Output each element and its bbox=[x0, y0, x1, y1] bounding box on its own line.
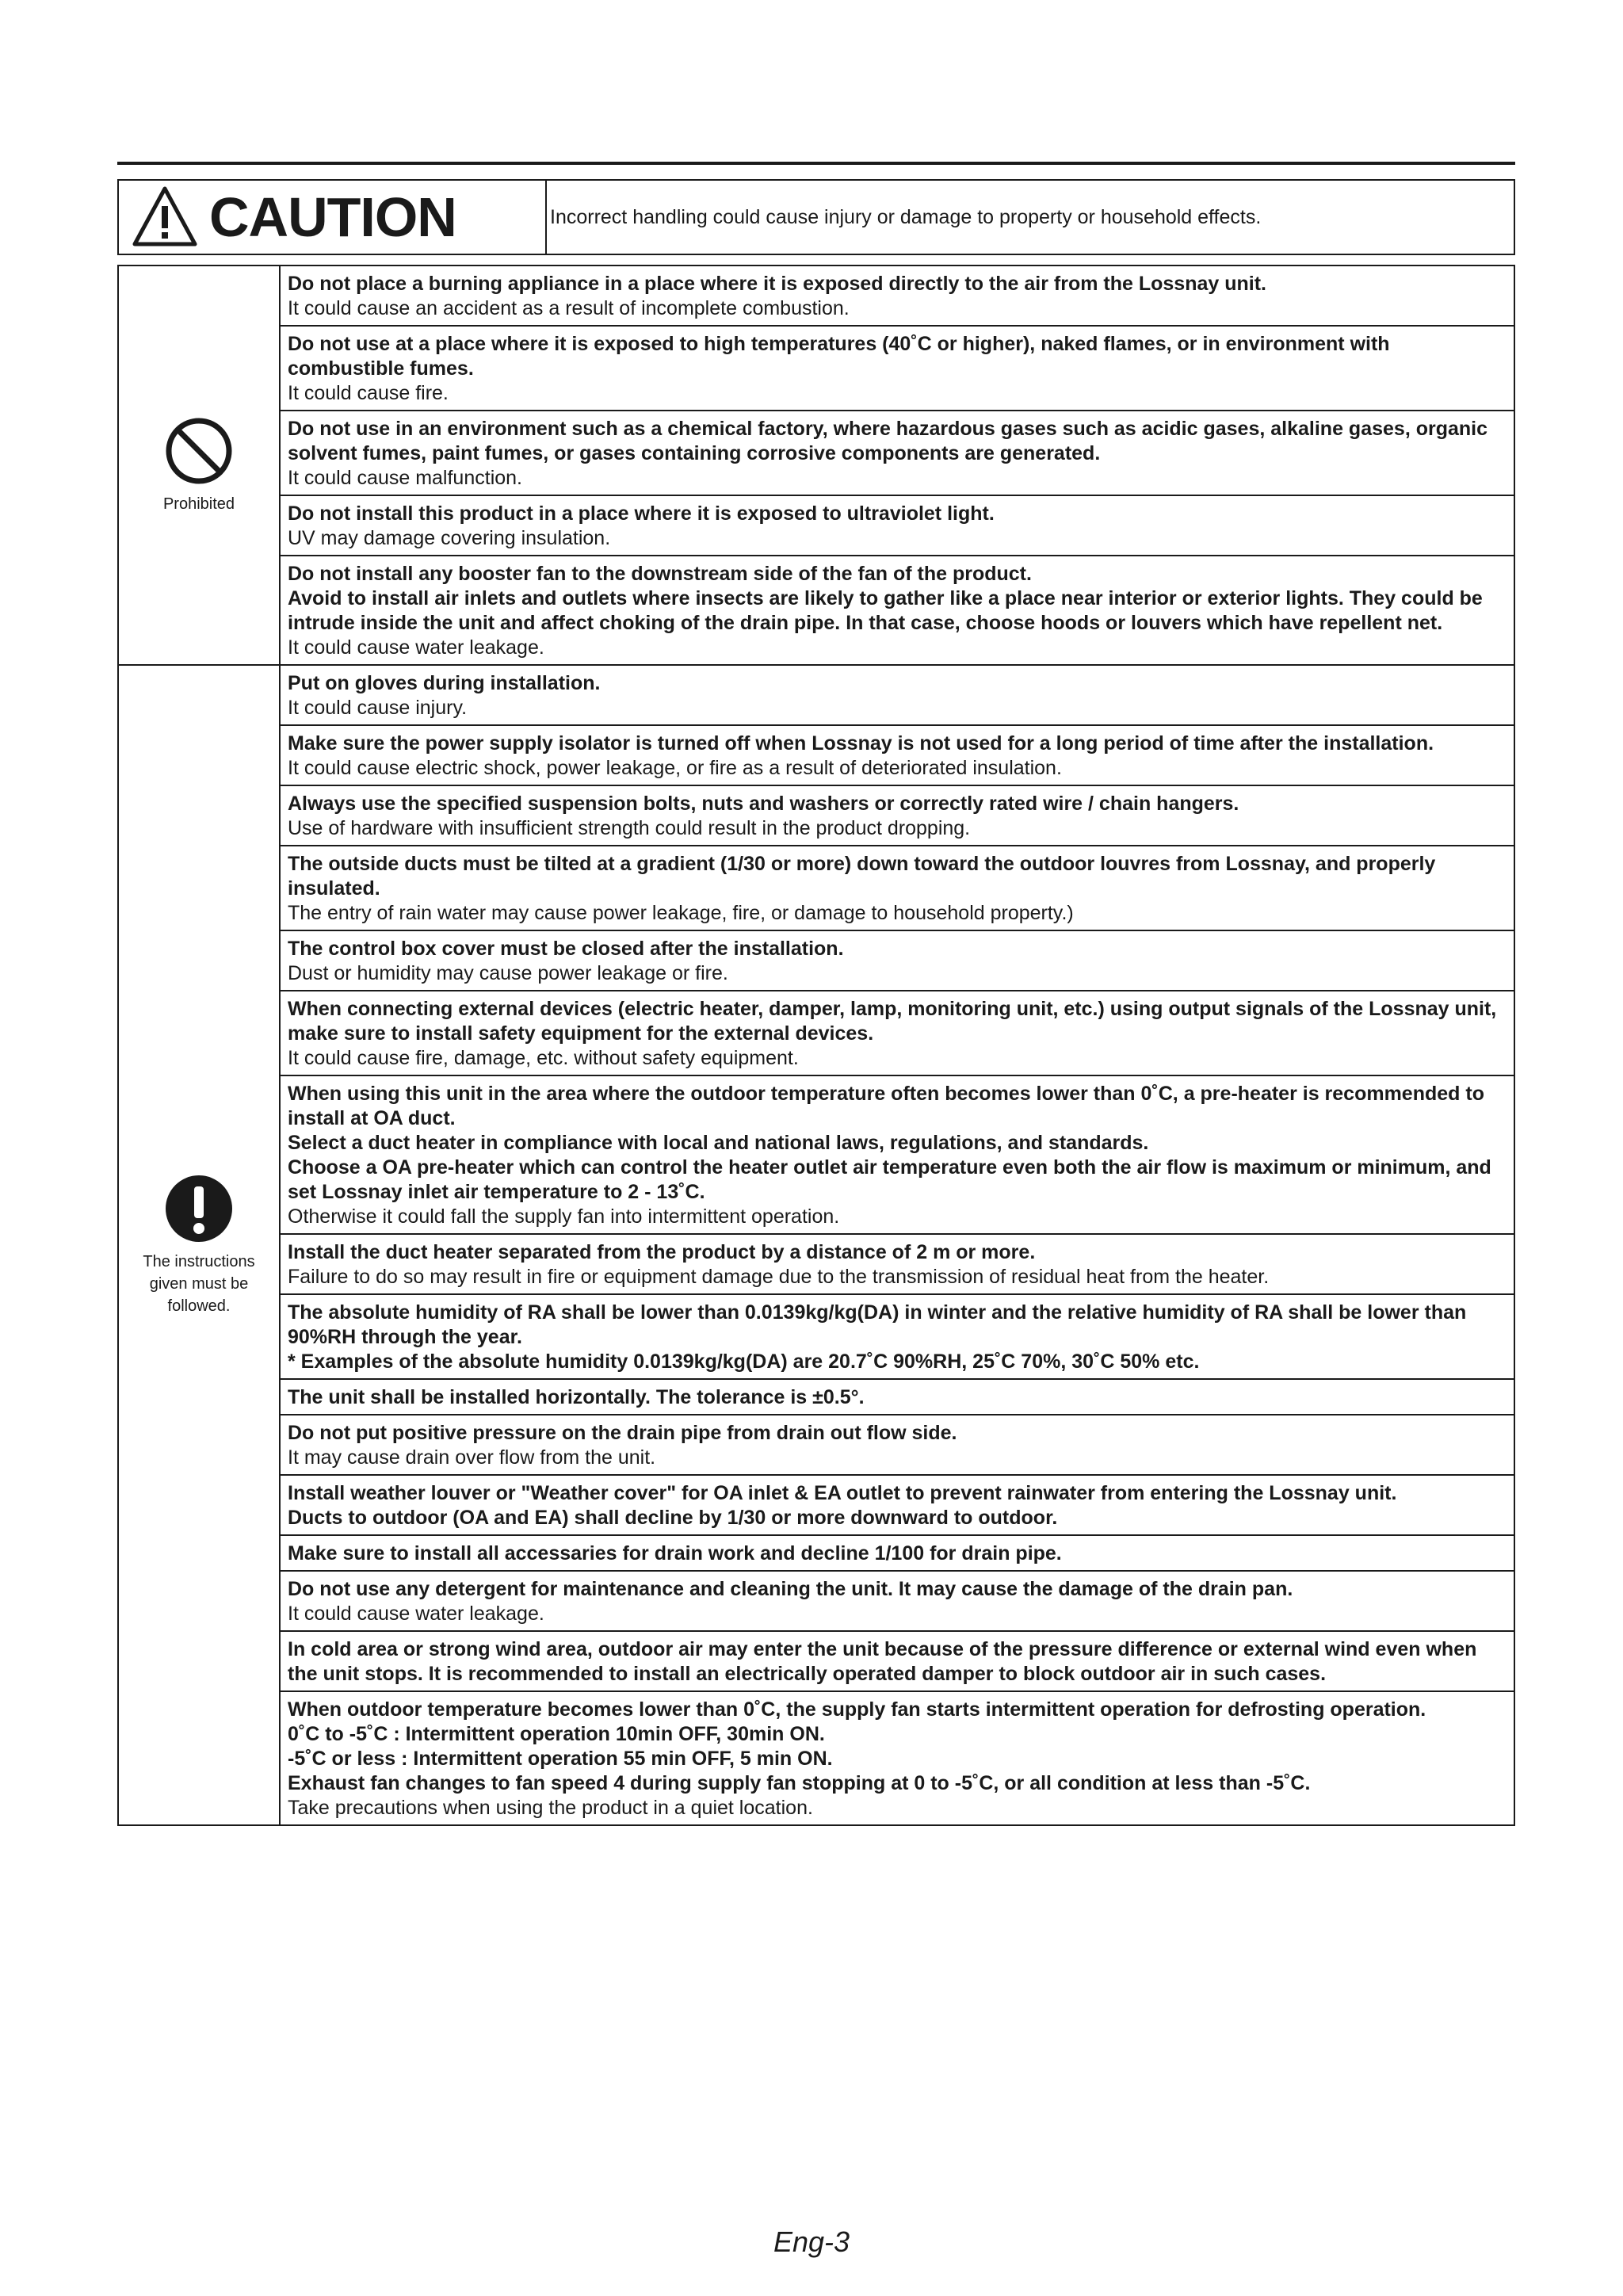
table-row bbox=[118, 991, 1514, 1075]
item-instruction: The absolute humidity of RA shall be lower than 0.0139kg/kg(DA) in winter and the relative humidity of RA shall be lower than 90%RH through the year. bbox=[288, 1301, 1467, 1348]
item-consequence: It could cause malfunction. bbox=[288, 467, 522, 489]
item-consequence: Use of hardware with insufficient strength could result in the product dropping. bbox=[288, 817, 971, 839]
item-instruction: Put on gloves during installation. bbox=[288, 672, 601, 694]
caution-item bbox=[280, 1571, 1514, 1631]
item-instruction: When outdoor temperature becomes lower than 0˚C, the supply fan starts intermittent operation for defrosting operation. bbox=[288, 1698, 1426, 1721]
table-row bbox=[118, 1075, 1514, 1234]
table-row bbox=[118, 1379, 1514, 1415]
table-row bbox=[118, 1475, 1514, 1535]
item-instruction: Install the duct heater separated from the product by a distance of 2 m or more. bbox=[288, 1241, 1036, 1263]
table-row bbox=[118, 266, 1514, 326]
item-instruction: Ducts to outdoor (OA and EA) shall decline by 1/30 or more downward to outdoor. bbox=[288, 1507, 1058, 1529]
table-row bbox=[118, 495, 1514, 556]
table-row bbox=[118, 556, 1514, 665]
caution-title-cell bbox=[119, 181, 547, 254]
top-rule bbox=[117, 162, 1515, 165]
item-instruction: The control box cover must be closed after the installation. bbox=[288, 938, 844, 960]
item-instruction: Avoid to install air inlets and outlets where insects are likely to gather like a place near interior or exterior lights. They could be intrude inside the unit and affect choking of the drain pipe. In that case, choose hoods or louvers which have repellent net. bbox=[288, 587, 1483, 634]
table-row bbox=[118, 1294, 1514, 1379]
caution-item bbox=[280, 411, 1514, 495]
item-instruction: Do not install any booster fan to the downstream side of the fan of the product. bbox=[288, 563, 1032, 585]
caution-item bbox=[280, 1075, 1514, 1234]
table-row bbox=[118, 1571, 1514, 1631]
table-row bbox=[118, 1234, 1514, 1294]
item-instruction: When using this unit in the area where the outdoor temperature often becomes lower than 0˚C, a pre-heater is recommended to install at OA duct. bbox=[288, 1083, 1484, 1129]
table-row bbox=[118, 1691, 1514, 1825]
exclamation-icon bbox=[163, 1173, 235, 1244]
item-consequence: It may cause drain over flow from the unit. bbox=[288, 1446, 656, 1469]
caution-item bbox=[280, 326, 1514, 411]
item-instruction: Install weather louver or "Weather cover" for OA inlet & EA outlet to prevent rainwater from entering the Lossnay unit. bbox=[288, 1482, 1397, 1504]
item-instruction: Do not use any detergent for maintenance and cleaning the unit. It may cause the damage of the drain pan. bbox=[288, 1578, 1293, 1600]
item-consequence: Failure to do so may result in fire or equipment damage due to the transmission of residual heat from the heater. bbox=[288, 1266, 1270, 1288]
caution-item bbox=[280, 266, 1514, 326]
instructions-icon-cell bbox=[118, 665, 280, 1825]
item-instruction: Do not use at a place where it is exposed to high temperatures (40˚C or higher), naked flames, or in environment with combustible fumes. bbox=[288, 333, 1390, 380]
table-row bbox=[118, 1415, 1514, 1475]
caution-header bbox=[117, 179, 1515, 255]
item-instruction: The unit shall be installed horizontally. The tolerance is ±0.5°. bbox=[288, 1386, 865, 1408]
item-consequence: It could cause water leakage. bbox=[288, 636, 544, 659]
caution-item bbox=[280, 1535, 1514, 1571]
table-row bbox=[118, 785, 1514, 846]
item-instruction: In cold area or strong wind area, outdoor air may enter the unit because of the pressure difference or external wind even when the unit stops. It is recommended to install an electrically operated damper to block outdoor air in such cases. bbox=[288, 1638, 1477, 1685]
item-consequence: Take precautions when using the product in a quiet location. bbox=[288, 1797, 813, 1819]
item-consequence: It could cause water leakage. bbox=[288, 1603, 544, 1625]
table-row bbox=[118, 846, 1514, 930]
caution-item bbox=[280, 846, 1514, 930]
item-instruction: Choose a OA pre-heater which can control the heater outlet air temperature even both the air flow is maximum or minimum, and set Lossnay inlet air temperature to 2 - 13˚C. bbox=[288, 1156, 1491, 1203]
item-instruction: -5˚C or less : Intermittent operation 55 min OFF, 5 min ON. bbox=[288, 1748, 833, 1770]
item-instruction: Make sure the power supply isolator is turned off when Lossnay is not used for a long period of time after the installation. bbox=[288, 732, 1434, 755]
item-instruction: 0˚C to -5˚C : Intermittent operation 10min OFF, 30min ON. bbox=[288, 1723, 825, 1745]
item-instruction: * Examples of the absolute humidity 0.0139kg/kg(DA) are 20.7˚C 90%RH, 25˚C 70%, 30˚C 50% etc. bbox=[288, 1350, 1200, 1373]
caution-item bbox=[280, 1475, 1514, 1535]
item-instruction: Do not install this product in a place where it is exposed to ultraviolet light. bbox=[288, 502, 995, 525]
item-instruction: Do not place a burning appliance in a place where it is exposed directly to the air from the Lossnay unit. bbox=[288, 273, 1266, 295]
caution-item bbox=[280, 991, 1514, 1075]
item-consequence: It could cause an accident as a result of incomplete combustion. bbox=[288, 297, 850, 319]
caution-description: Incorrect handling could cause injury or damage to property or household effects. bbox=[550, 205, 1262, 228]
caution-item bbox=[280, 1234, 1514, 1294]
item-consequence: UV may damage covering insulation. bbox=[288, 527, 611, 549]
caution-item bbox=[280, 725, 1514, 785]
item-instruction: Do not put positive pressure on the drain pipe from drain out flow side. bbox=[288, 1422, 957, 1444]
caution-item bbox=[280, 785, 1514, 846]
caution-item bbox=[280, 1379, 1514, 1415]
item-instruction: Exhaust fan changes to fan speed 4 during supply fan stopping at 0 to -5˚C, or all condition at less than -5˚C. bbox=[288, 1772, 1311, 1794]
item-consequence: Otherwise it could fall the supply fan into intermittent operation. bbox=[288, 1205, 840, 1228]
item-instruction: Do not use in an environment such as a chemical factory, where hazardous gases such as acidic gases, alkaline gases, organic solvent fumes, paint fumes, or gases containing corrosive components are generated. bbox=[288, 418, 1488, 464]
item-instruction: When connecting external devices (electric heater, damper, lamp, monitoring unit, etc.) using output signals of the Lossnay unit, make sure to install safety equipment for the external devices. bbox=[288, 998, 1497, 1045]
table-row bbox=[118, 326, 1514, 411]
warning-triangle-icon bbox=[132, 185, 198, 249]
table-row bbox=[118, 665, 1514, 725]
item-instruction: Make sure to install all accessaries for drain work and decline 1/100 for drain pipe. bbox=[288, 1542, 1062, 1564]
item-consequence: It could cause electric shock, power leakage, or fire as a result of deteriorated insulation. bbox=[288, 757, 1062, 779]
caution-item bbox=[280, 495, 1514, 556]
table-row bbox=[118, 1535, 1514, 1571]
item-consequence: It could cause injury. bbox=[288, 697, 468, 719]
page-number: Eng-3 bbox=[773, 2225, 850, 2258]
item-consequence: It could cause fire, damage, etc. without safety equipment. bbox=[288, 1047, 799, 1069]
item-consequence: Dust or humidity may cause power leakage or fire. bbox=[288, 962, 728, 984]
caution-item bbox=[280, 1415, 1514, 1475]
table-row bbox=[118, 930, 1514, 991]
item-instruction: Select a duct heater in compliance with local and national laws, regulations, and standards. bbox=[288, 1132, 1149, 1154]
item-instruction: Always use the specified suspension bolts, nuts and washers or correctly rated wire / chain hangers. bbox=[288, 793, 1239, 815]
caution-title: CAUTION bbox=[209, 186, 456, 248]
caution-table bbox=[117, 265, 1515, 1826]
item-consequence: The entry of rain water may cause power leakage, fire, or damage to household property.) bbox=[288, 902, 1074, 924]
instructions-label: The instructions given must be followed. bbox=[143, 1253, 255, 1315]
caution-item bbox=[280, 930, 1514, 991]
caution-item bbox=[280, 1294, 1514, 1379]
prohibited-label: Prohibited bbox=[162, 495, 235, 513]
caution-item bbox=[280, 665, 1514, 725]
item-consequence: It could cause fire. bbox=[288, 382, 449, 404]
prohibited-icon-cell bbox=[118, 266, 280, 665]
table-row bbox=[118, 725, 1514, 785]
table-row bbox=[118, 411, 1514, 495]
caution-item bbox=[280, 1631, 1514, 1691]
caution-item bbox=[280, 556, 1514, 665]
table-row bbox=[118, 1631, 1514, 1691]
item-instruction: The outside ducts must be tilted at a gradient (1/30 or more) down toward the outdoor louvres from Lossnay, and properly insulated. bbox=[288, 853, 1436, 900]
caution-item bbox=[280, 1691, 1514, 1825]
prohibited-icon bbox=[163, 415, 235, 487]
